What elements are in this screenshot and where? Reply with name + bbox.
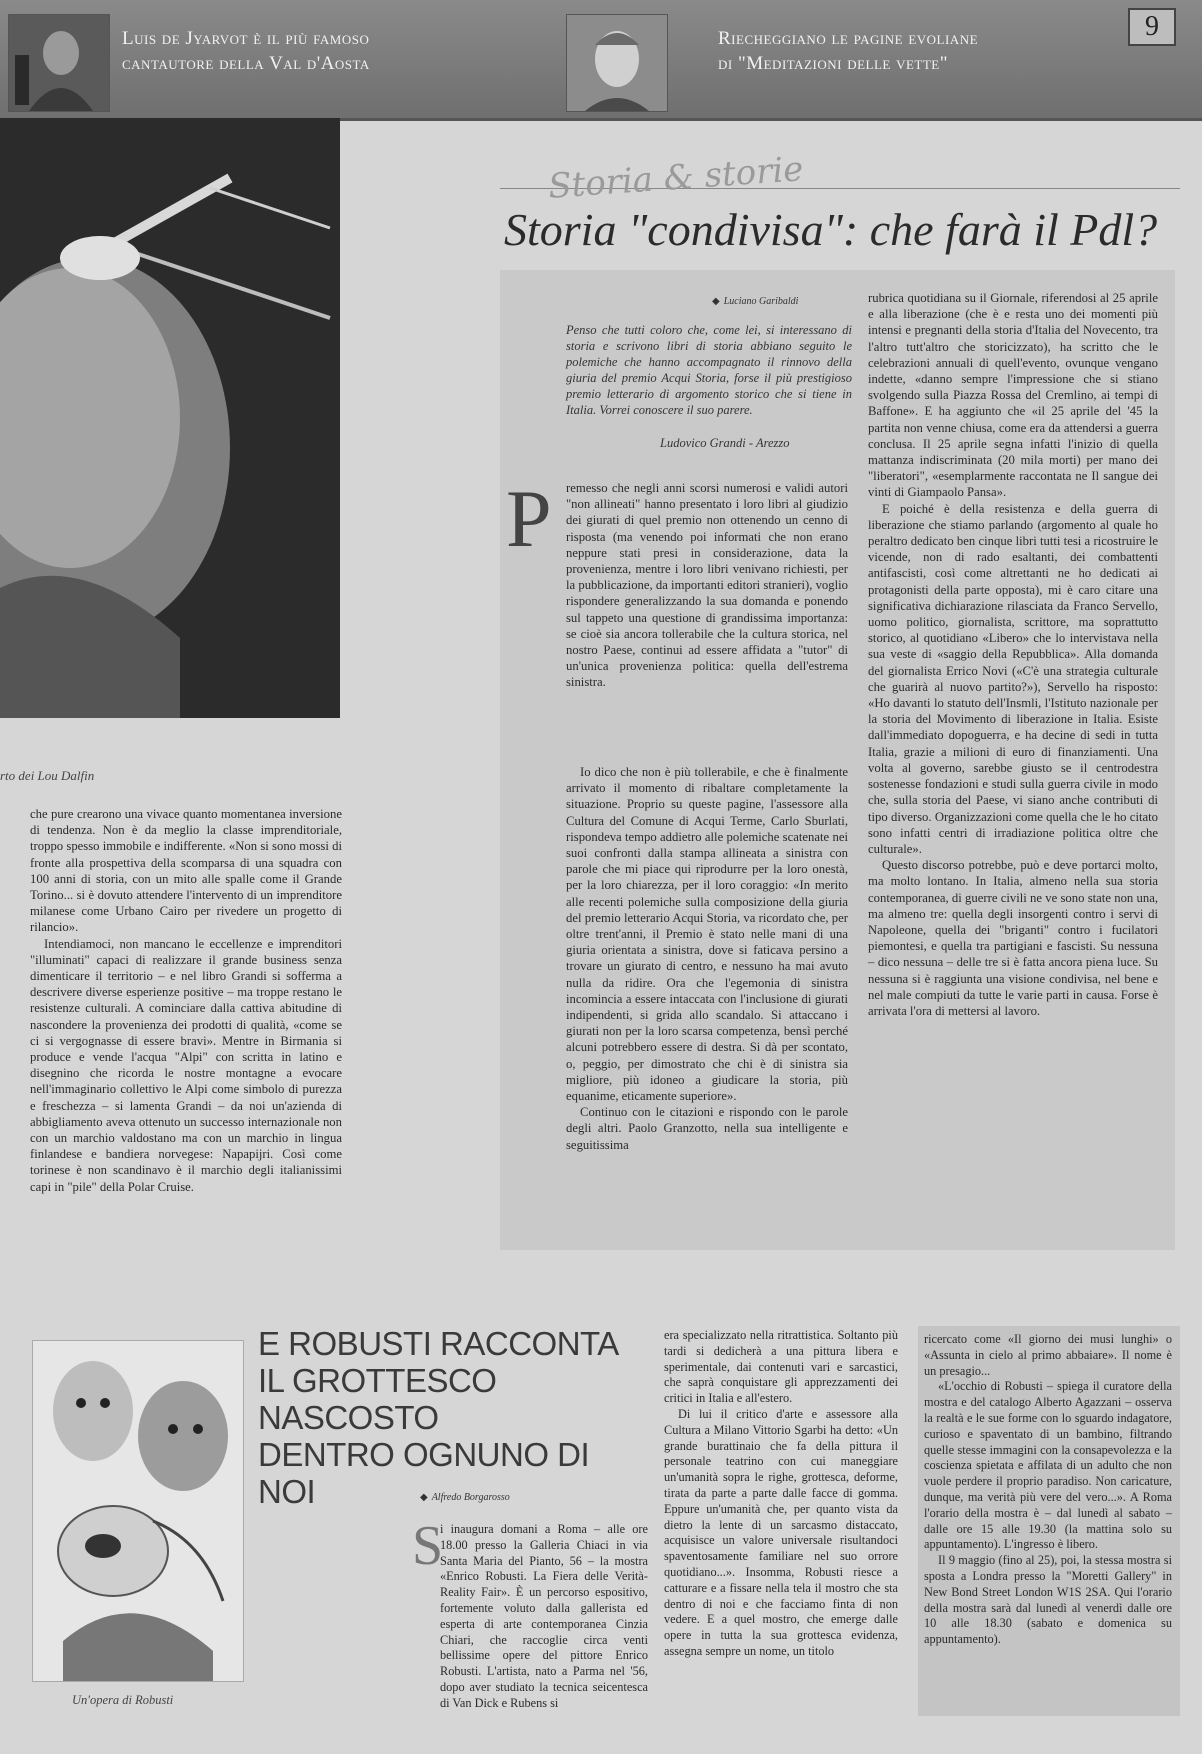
reader-letter-signature: Ludovico Grandi - Arezzo	[660, 436, 790, 450]
header-left-title	[122, 26, 370, 76]
robusti-artwork	[32, 1340, 244, 1682]
main-article-paragraph: Io dico che non è più tollerabile, e che è finalmente arrivato il momento di ribaltare completamente la situazione. Proprio su queste pagine, l'assessore alla Cultura del Comune di Acqui Terme, Carlo Sburlati, rispondeva tempo addietro alle polemiche scatenate nei suoi confronti dalla stampa allineata a sinistra con parole che mi piace qui riprodurre per la loro onestà, per la loro chiarezza, per il loro coraggio: «In merito alle recenti polemiche sulla composizione della giuria del premio letterario Acqui Storia, va ricordato che, per oltre trent'anni, il Premio è stato nelle mani di una giuria orientata a sinistra, dove si faticava persino a trovare un giurato di centro, e nessuno ha mai avuto nulla da ridire. Ora che l'egemonia di sinistra incomincia a essere intaccata con l'inclusione di giurati indipendenti, si grida allo scandalo. Si attaccano i giurati non per la loro scarsa competenza, bensì perché alcuni potrebbero essere di destra. Si dà per scontato, o, peggio, per dimostrato che chi è di sinistra sia migliore, più idoneo a giudicare la storia, più equanime, eticamente superiore».	[566, 765, 848, 1104]
left-column-paragraph: che pure crearono una vivace quanto momentanea inversione di tendenza. Non è da meglio la classe imprenditoriale, troppo spesso immobile e indifferente. «Non si sono mossi di fronte alla prospettiva della scomparsa di una squadra con 100 anni di storia, con un mito alle spalle come il Grande Torino... si è dovuto attendere l'intervento di un imprenditore milanese come Urbano Cairo per rivedere un progetto di rilancio».	[30, 807, 342, 935]
lower-headline-line1: E ROBUSTI RACCONTA	[258, 1325, 619, 1362]
photo-caption: rto dei Lou Dalfin	[0, 768, 95, 783]
header-thumbnail-portrait	[566, 14, 668, 112]
main-article-col2	[868, 290, 1158, 1019]
byline-diamond-icon: ◆	[420, 1492, 428, 1503]
page-number: 9	[1128, 8, 1176, 46]
header-thumbnail-singer	[8, 14, 110, 112]
lower-article-paragraph: Di lui il critico d'arte e assessore alla Cultura a Milano Vittorio Sgarbi ha detto: «Un grande burattinaio che fa della pittura il personale teatrino con cui maneggiare un'umanità sopra le righe, grottesca, deforme, tirata da parte a parte dalle facce di gomma. Eppure un'umanità che, per quanto vista da dietro la lente di un sarcasmo distaccato, acquisisce un valore universale risultandoci spaventosamente familiare nel suo orrore quotidiano...». Insomma, Robusti riesce a catturare e a fissare nella tela il mostro che sta dentro di noi e che facciamo finta di non vedere. E a quel mostro, che emerge dalle opere in tutta la sua grottesca evidenza, assegna sempre un nome, un titolo	[664, 1406, 898, 1658]
concert-photo	[0, 118, 340, 718]
main-article-paragraph: Continuo con le citazioni e rispondo con le parole degli altri. Paolo Granzotto, nella sua intelligente e seguitissima	[566, 1105, 848, 1152]
page-header	[0, 0, 1202, 121]
lower-byline-name: Alfredo Borgarosso	[431, 1492, 510, 1503]
header-left-title-line2: cantautore della Val d'Aosta	[122, 53, 370, 74]
main-dropcap: P	[506, 473, 552, 564]
lower-byline	[420, 1488, 514, 1504]
main-article-col1-lead	[566, 480, 848, 691]
header-right-title-line1: Riecheggiano le pagine evoliane	[718, 28, 979, 49]
left-column	[30, 806, 342, 1195]
main-byline	[712, 292, 802, 308]
main-article-paragraph: E poiché è della resistenza e della guerra di liberazione che stiamo parlando (argomento al quale ho peraltro dedicato ben cinque libri tutti tesi a ricostruire le vicende, non di rado esaltanti, dei combattenti antifascisti, così come altrettanti ne ho dedicati ai protagonisti della parte opposta), mi è caro citare una significativa dichiarazione rilasciata da Franco Servello, uomo politico, giornalista, scrittore, ma soprattutto storico, al quotidiano «Libero» che lo intervistava nella sua veste di «saggio della Repubblica». Alla domanda del giornalista Errico Novi («C'è una strategia culturale che guarirà al nuovo partito?»), Servello ha risposto: «Ho davanti lo statuto dell'Insmli, l'Istituto nazionale per la storia del Movimento di liberazione in Italia. Esiste dall'immediato dopoguerra, e ha decine di sedi in tutta Italia, grazie a milioni di euro di finanziamenti. Una volta al governo, sarebbe giusto se il centrodestra sostenesse fondazioni e studi sulla guerra civile in modo che, sulla storia del Paese, vi siano anche contributi di tipo diverso. Organizzazioni come quella che le ho citato sono infatti centri di irradiazione politica oltre che culturale».	[868, 501, 1158, 856]
main-headline: Storia "condivisa": che farà il Pdl?	[504, 204, 1158, 255]
lower-article-paragraph: ricercato come «Il giorno dei musi lunghi» o «Assunta in cielo al primo abbaiare». Il nome è un presagio...	[924, 1332, 1172, 1378]
main-article-paragraph: Questo discorso potrebbe, può e deve portarci molto, ma molto lontano. In Italia, almeno nella sua storia contemporanea, di guerre civili ne ve sono state non una, ma almeno tre: quella degli insorgenti contro i servi di Napoleone, quella dei "briganti" contro i fucilatori piemontesi, e quella tra partigiani e fascisti. Su nessuna – dico nessuna – delle tre si è fatta ancora piena luce. Su nessuna si è raggiunta una visione condivisa, nel bene e nel male compiuti da tutte le varie parti in causa. Forse è arrivata l'ora di mettersi al lavoro.	[868, 858, 1158, 1018]
lower-article-col2	[664, 1328, 898, 1660]
rubric-kicker: Storia & storie	[546, 149, 805, 207]
main-article-paragraph: rubrica quotidiana su il Giornale, riferendosi al 25 aprile e alla liberazione (che è e resta uno dei momenti più intensi e pregnanti della storia d'Italia del Novecento, tra l'altro tutt'altro che storicizzato), ha scritto che le celebrazioni annuali di quell'evento, ovunque vengano indette, «danno sempre l'impressione che si stiano svolgendo sulla Piazza Rossa del Cremlino, ai tempi di Baffone». E ha aggiunto che «il 25 aprile del '45 la partita non venne chiusa, come era da attendersi a guerra conclusa. Il 25 aprile segna infatti l'inizio di quella mattanza indiscriminata (20 mila morti) per mano dei "liberatori", «esemplarmente raccontata ne Il sangue dei vinti di Giampaolo Pansa».	[868, 291, 1158, 500]
lower-headline-line2: IL GROTTESCO NASCOSTO	[258, 1362, 497, 1436]
header-right-title-line2: di "Meditazioni delle vette"	[718, 53, 948, 74]
lower-dropcap: S	[412, 1515, 444, 1577]
lower-article-col3	[924, 1332, 1172, 1648]
lower-article-col1-lead	[440, 1522, 648, 1712]
lower-headline-line3: DENTRO OGNUNO DI NOI	[258, 1436, 590, 1510]
lower-article-paragraph: «L'occhio di Robusti – spiega il curatore della mostra e del catalogo Alberto Agazzani – osserva la realtà e le sue forme con lo sguardo indagatore, curioso e spaventato di un bambino, filtrando quelle stesse immagini con la consapevolezza e la coscienza spietata e affilata di un adulto che non vuole perdere il proprio paradiso. Non caricature, dunque, ma verità più vere del vero...». A Roma l'orario della mostra è – dal lunedì al sabato – dalle ore 15 alle 19.30 (la mattina solo su appuntamento). L'ingresso è libero.	[924, 1379, 1172, 1552]
header-left-title-line1: Luis de Jyarvot è il più famoso	[122, 28, 370, 49]
lower-article-paragraph: Il 9 maggio (fino al 25), poi, la stessa mostra si sposta a Londra presso la "Moretti Gallery" in New Bond Street London W1S 2SA. Qui l'orario della mostra sarà dal lunedì al venerdì dalle ore 10 alle 18.30 (sabato e domenica su appuntamento).	[924, 1553, 1172, 1647]
header-right-title	[718, 26, 978, 76]
main-article-paragraph: remesso che negli anni scorsi numerosi e validi autori "non allineati" hanno presentato i loro libri al giudizio dei giurati di quel premio non ottenendo un cenno di risposta (ma venendo poi informati che non erano neppure stati presi in considerazione, data la provenienza, mentre i loro libri venivano richiesti, per la pubblicazione, da importanti editori stranieri), voglio rispondere generalizzando la sua domanda e ponendo sul tappeto una questione di grandissima importanza: se cioè sia ancora tollerabile che la cultura storica, nel nostro Paese, continui ad essere affidata a "tutor" di un'unica provenienza politica: quella dell'estrema sinistra.	[566, 481, 848, 690]
reader-letter: Penso che tutti coloro che, come lei, si interessano di storia e scrivono libri di storia abbiano seguito le polemiche che hanno accompagnato il rinnovo della giuria del premio Acqui Storia, forse il più prestigioso premio letterario di argomento storico che si tiene in Italia. Vorrei conoscere il suo parere.	[566, 323, 852, 417]
lower-article-paragraph: era specializzato nella ritrattistica. Soltanto più tardi si dedicherà a una pittura libera e sperimentale, dai contenuti vari e sarcastici, che saprà conquistare gli apprezzamenti dei critici in Italia e all'estero.	[664, 1328, 898, 1406]
lower-article-paragraph: i inaugura domani a Roma – alle ore 18.00 presso la Galleria Chiaci in via Santa Maria del Pianto, 56 – la mostra «Enrico Robusti. La Fiera delle Verità-Reality Fair». È un percorso espositivo, fortemente voluto dalla gallerista ed esperta di arte contemporanea Cinzia Chiari, che raccoglie circa venti bellissime opere del pittore Enrico Robusti. L'artista, nato a Parma nel '56, dopo aver studiato la tecnica seicentesca di Van Dick e Rubens si	[440, 1522, 648, 1710]
main-article-col1	[566, 764, 848, 1153]
artwork-caption: Un'opera di Robusti	[72, 1693, 174, 1707]
lower-headline	[258, 1325, 638, 1510]
main-byline-name: Luciano Garibaldi	[723, 296, 799, 307]
left-column-paragraph: Intendiamoci, non mancano le eccellenze e imprenditori "illuminati" capaci di realizzare il grande business senza dimenticare il territorio – e nel libro Grandi si sofferma a descrivere diverse esperienze positive – ma troppe restano le resistenze culturali. A cominciare dalla cattiva abitudine di nascondere la provenienza dei prodotti di qualità, «come se ci si vergognasse di essere bravi». Mentre in Birmania si produce e vende l'acqua "Alpi" con scritta in latino e disegnino che ricorda le nostre montagne a evocare nell'immaginario collettivo le Alpi come simbolo di purezza e freschezza – si lamenta Grandi – da noi un'azienda di abbigliamento aveva ottenuto un successo internazionale non con un marchio valdostano ma con un marchio in lingua finlandese e bandiera norvegese: Napapijri. Così come torinese è non scandinavo è il marchio degli italianissimi capi in "pile" della Polar Cruise.	[30, 936, 342, 1194]
byline-diamond-icon: ◆	[712, 296, 720, 307]
